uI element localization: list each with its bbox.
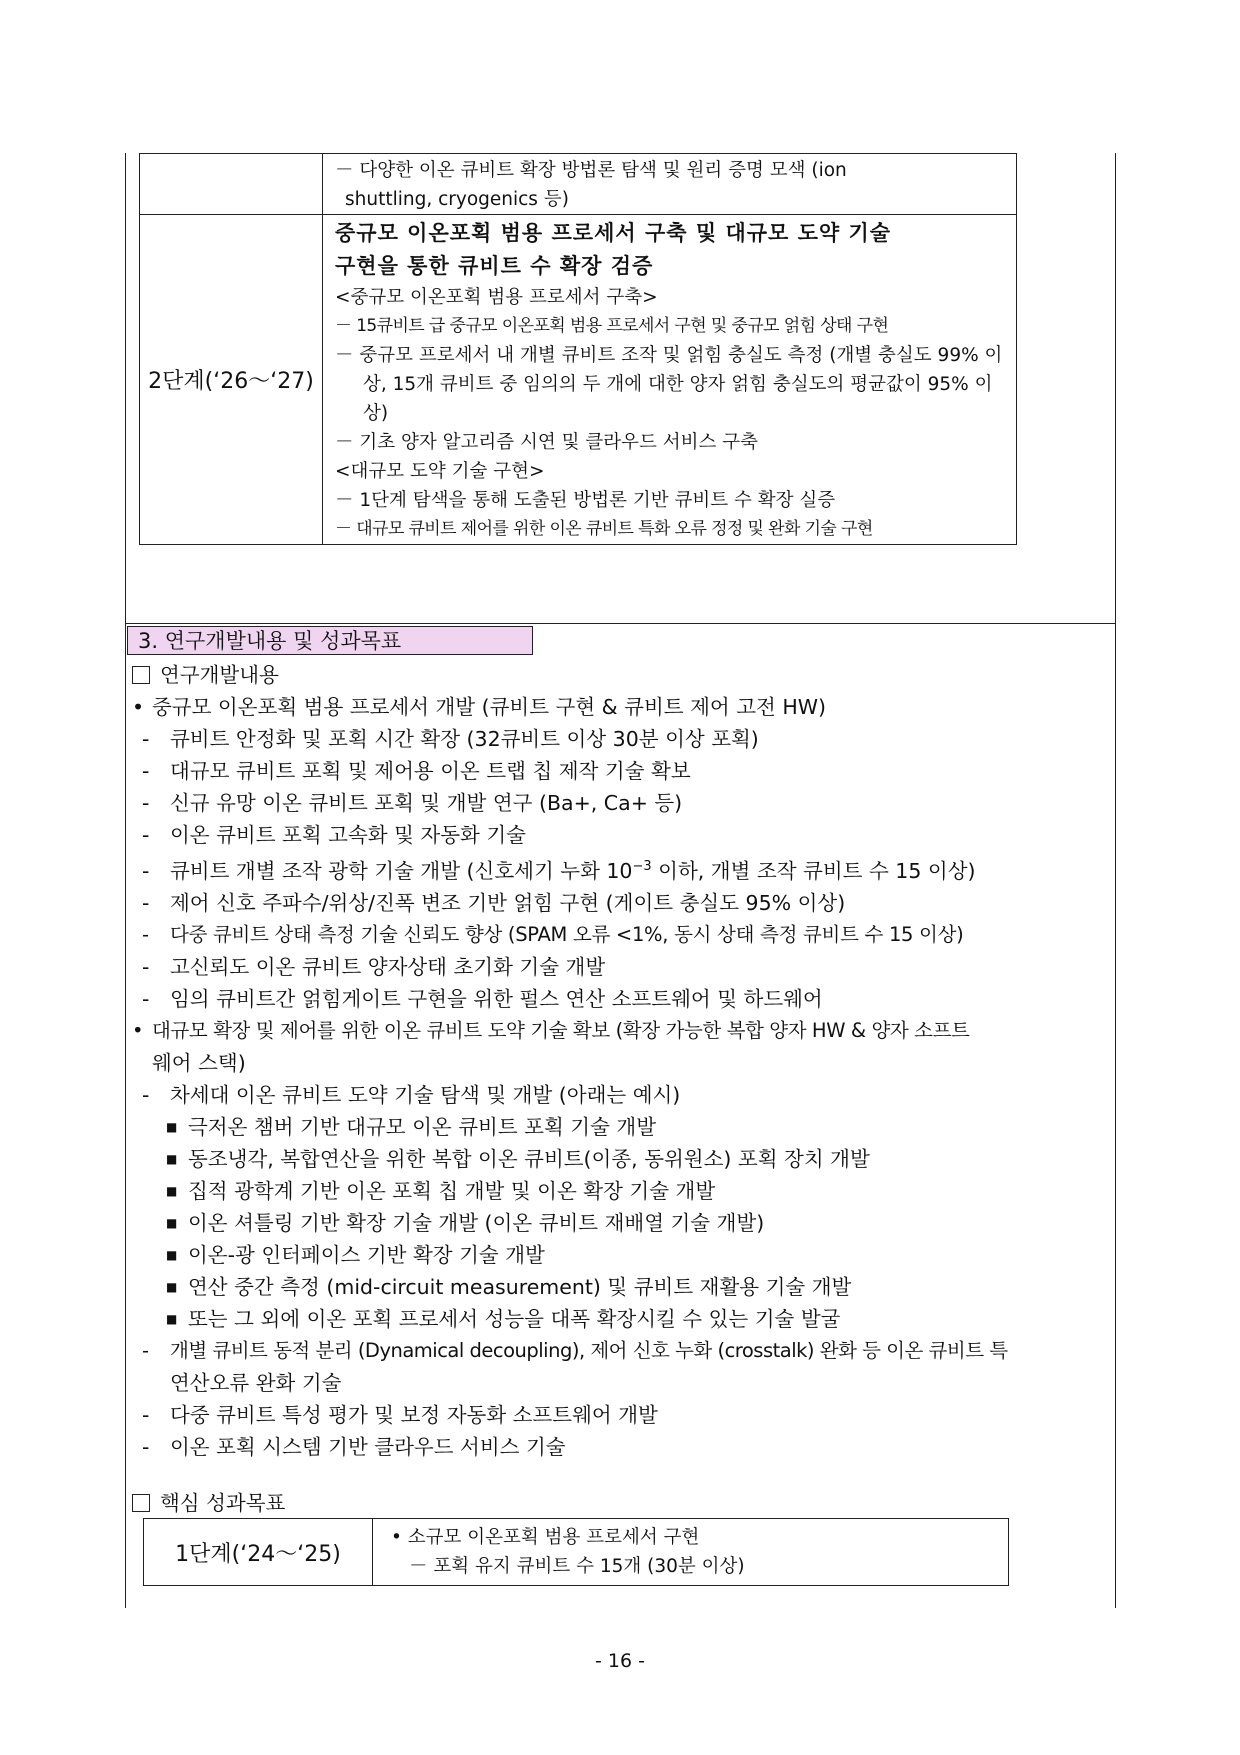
table-row	[140, 215, 1017, 545]
rd-content	[132, 659, 1117, 1519]
list-item: - 개별 큐비트 동적 분리 (Dynamical decoupling), 제어 신호 누화 (crosstalk) 완화 등 이온 큐비트 특	[142, 1338, 1008, 1362]
goal-phase-label: 1단계(‘24～‘25)	[144, 1519, 373, 1586]
list-item: ■ 동조냉각, 복합연산을 위한 복합 이온 큐비트(이종, 동위원소) 포획 장치 개발	[166, 1146, 870, 1171]
list-item: － 기초 양자 알고리즘 시연 및 클라우드 서비스 구축	[335, 432, 758, 453]
list-item: - 이온 포획 시스템 기반 클라우드 서비스 기술	[142, 1434, 566, 1459]
list-item: - 임의 큐비트간 얽힘게이트 구현을 위한 펄스 연산 소프트웨어 및 하드웨어	[142, 986, 823, 1011]
list-item-continued: 웨어 스택)	[152, 1050, 246, 1075]
list-item: - 고신뢰도 이온 큐비트 양자상태 초기화 기술 개발	[142, 954, 606, 979]
phase-label: 2단계(‘26～‘27)	[140, 215, 323, 545]
section-title: 3. 연구개발내용 및 성과목표	[127, 626, 533, 655]
list-item: - 신규 유망 이온 큐비트 포획 및 개발 연구 (Ba+, Ca+ 등)	[142, 791, 683, 815]
list-item-continued: 연산오류 완화 기술	[170, 1370, 342, 1395]
list-item: － 15큐비트 급 중규모 이온포획 범용 프로세서 구현 및 중규모 얽힘 상태 구현	[335, 316, 889, 336]
table-row	[144, 1519, 1009, 1586]
list-item: － 대규모 큐비트 제어를 위한 이온 큐비트 특화 오류 정정 및 완화 기술 구현	[335, 519, 873, 539]
list-item: • 대규모 확장 및 제어를 위한 이온 큐비트 도약 기술 확보 (확장 가능한 복합 양자 HW & 양자 소프트	[132, 1018, 970, 1042]
phase-label-empty	[140, 154, 323, 215]
sub-heading: <대규모 도약 기술 구현>	[335, 461, 545, 482]
goal-line: － 포획 유지 큐비트 수 15개 (30분 이상)	[409, 1556, 745, 1577]
goal-content	[373, 1519, 1009, 1586]
text-line: shuttling, cryogenics 등)	[345, 189, 569, 210]
page-frame-left	[125, 153, 126, 1608]
sub-heading: <중규모 이온포획 범용 프로세서 구축>	[335, 287, 658, 308]
list-item: - 큐비트 안정화 및 포획 시간 확장 (32큐비트 이상 30분 이상 포획)	[142, 727, 759, 751]
phase-table	[139, 153, 1017, 545]
goal-line: • 소규모 이온포획 범용 프로세서 구현	[391, 1527, 700, 1548]
list-item: ■ 집적 광학계 기반 이온 포획 칩 개발 및 이온 확장 기술 개발	[166, 1178, 716, 1203]
list-item: ■ 또는 그 외에 이온 포획 프로세서 성능을 대폭 확장시킬 수 있는 기술 발굴	[166, 1306, 841, 1331]
list-item: ■ 이온 셔틀링 기반 확장 기술 개발 (이온 큐비트 재배열 기술 개발)	[166, 1210, 765, 1235]
phase-content	[323, 154, 1017, 215]
list-item: ■ 이온-광 인터페이스 기반 확장 기술 개발	[166, 1242, 545, 1267]
list-item: - 다중 큐비트 특성 평가 및 보정 자동화 소프트웨어 개발	[142, 1402, 658, 1427]
list-item: - 제어 신호 주파수/위상/진폭 변조 기반 얽힘 구현 (게이트 충실도 95% 이상)	[142, 890, 846, 915]
list-item: － 중규모 프로세서 내 개별 큐비트 조작 및 얽힘 충실도 측정 (개별 충실도 99% 이상, 15개 큐비트 중 임의의 두 개에 대한 양자 얽힘 충실도의 평균값이 95% 이상)	[335, 345, 1003, 424]
section-divider	[125, 623, 1116, 624]
list-item: - 이온 큐비트 포획 고속화 및 자동화 기술	[142, 823, 526, 847]
list-item: - 다중 큐비트 상태 측정 기술 신뢰도 향상 (SPAM 오류 <1%, 동시 상태 측정 큐비트 수 15 이상)	[142, 922, 964, 946]
list-item: - 큐비트 개별 조작 광학 기술 개발 (신호세기 누화 $10^{-3}$ 이하, 개별 조작 큐비트 수 15 이상)	[142, 858, 976, 883]
goal-table	[143, 1518, 1009, 1586]
list-item: － 1단계 탐색을 통해 도출된 방법론 기반 큐비트 수 확장 실증	[335, 490, 836, 511]
goal-heading: 핵심 성과목표	[132, 1487, 1117, 1519]
checkbox-square-icon	[132, 1494, 150, 1512]
text-line: － 다양한 이온 큐비트 확장 방법론 탐색 및 원리 증명 모색 (ion	[335, 160, 847, 181]
phase-content	[323, 215, 1017, 545]
phase-heading: 중규모 이온포획 범용 프로세서 구축 및 대규모 도약 기술	[335, 221, 892, 245]
table-row	[140, 154, 1017, 215]
rd-heading: 연구개발내용	[132, 659, 1117, 691]
page-number: - 16 -	[595, 1650, 645, 1672]
list-item: - 차세대 이온 큐비트 도약 기술 탐색 및 개발 (아래는 예시)	[142, 1082, 681, 1107]
list-item: ■ 연산 중간 측정 (mid-circuit measurement) 및 큐비트 재활용 기술 개발	[166, 1274, 852, 1299]
checkbox-square-icon	[132, 666, 150, 684]
list-item: • 중규모 이온포획 범용 프로세서 개발 (큐비트 구현 & 큐비트 제어 고전 HW)	[132, 695, 827, 719]
list-item: ■ 극저온 챔버 기반 대규모 이온 큐비트 포획 기술 개발	[166, 1114, 656, 1139]
list-item: - 대규모 큐비트 포획 및 제어용 이온 트랩 칩 제작 기술 확보	[142, 759, 691, 783]
phase-heading: 구현을 통한 큐비트 수 확장 검증	[335, 254, 654, 278]
